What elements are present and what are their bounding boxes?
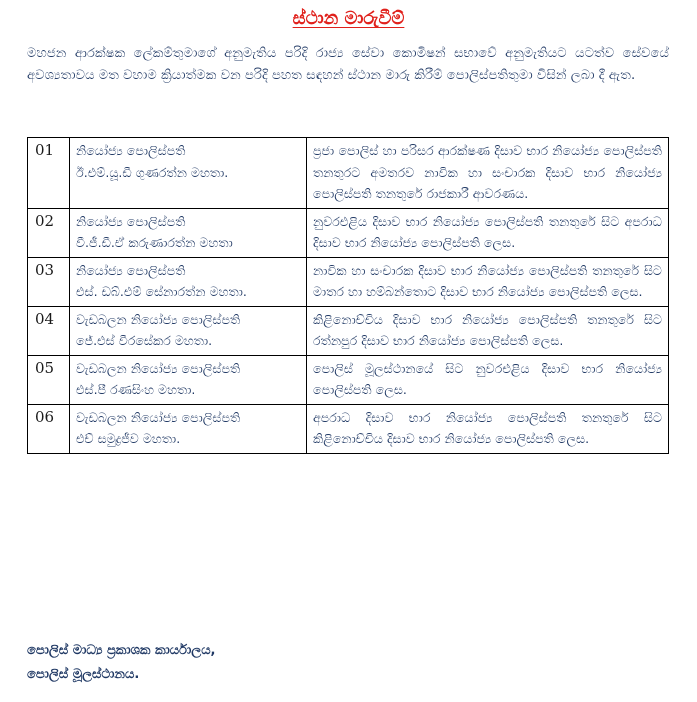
page-title: ස්ථාන මාරුවීම් bbox=[292, 8, 405, 29]
officer-cell bbox=[70, 138, 307, 209]
officer-rank: වැඩබලන නියෝජ්‍ය පොලිස්පති bbox=[76, 311, 241, 327]
table-row bbox=[28, 306, 669, 355]
table-row bbox=[28, 138, 669, 209]
officer-cell bbox=[70, 404, 307, 453]
row-number: 06 bbox=[28, 404, 70, 453]
duty-cell: නුවරඑළිය දිසාව භාර නියෝජ්‍ය පොලිස්පති තනතුරේ සිට අපරාධ දිසාව භාර නියෝජ්‍ය පොලිස්පති ලෙස. bbox=[307, 208, 669, 257]
row-number: 03 bbox=[28, 257, 70, 306]
officer-rank: නියෝජ්‍ය පොලිස්පති bbox=[76, 213, 186, 229]
officer-rank: නියෝජ්‍ය පොලිස්පති bbox=[76, 143, 186, 158]
officer-cell bbox=[70, 355, 307, 404]
officer-name: ජේ.එස් වීරසේකර මහතා. bbox=[76, 333, 213, 348]
duty-cell: නාවික හා සංචාරක දිසාව භාර නියෝජ්‍ය පොලිස්පති තනතුරේ සිට මාතර හා හම්බන්තොට දිසාව භාර නියෝජ්‍ය පොලිස්පති ලෙස. bbox=[307, 257, 669, 306]
officer-rank: නියෝජ්‍ය පොලිස්පති bbox=[76, 262, 186, 278]
row-number: 01 bbox=[28, 138, 70, 209]
officer-cell bbox=[70, 306, 307, 355]
officer-name: ඊ.එම්.යූ.ඩී ගුණරත්න මහතා. bbox=[76, 164, 229, 180]
officer-rank: වැඩබලන නියෝජ්‍ය පොලිස්පති bbox=[76, 360, 241, 376]
signature-block bbox=[27, 639, 216, 687]
row-number: 04 bbox=[28, 306, 70, 355]
duty-cell: අපරාධ දිසාව භාර නියෝජ්‍ය පොලිස්පති තනතුරේ සිට කිළිනොච්චිය දිසාව භාර නියෝජ්‍ය පොලිස්පති ලෙස. bbox=[307, 404, 669, 453]
officer-name: එස්. ඩබ්.එම් සේනාරත්න මහතා. bbox=[76, 284, 247, 299]
officer-name: වී.ජී.ඩී.ඒ කරුණාරත්න මහතා bbox=[76, 235, 233, 250]
officer-cell bbox=[70, 257, 307, 306]
table-row bbox=[28, 355, 669, 404]
intro-paragraph: මහජන ආරක්ෂක ලේකම්තුමාගේ අනුමැතිය පරිදි රාජ්‍ය සේවා කොමිෂන් සභාවේ අනුමැතියට යටත්ව සේවයේ අවශ්‍යතාවය මත වහාම ක්‍රියාත්මක වන පරිදි පහත සඳහන් ස්ථාන මාරු කිරීම් පොලිස්පතිතුමා විසින් ලබා දී ඇත. bbox=[27, 46, 669, 83]
officer-rank: වැඩබලන නියෝජ්‍ය පොලිස්පති bbox=[76, 409, 241, 425]
table-row bbox=[28, 257, 669, 306]
headquarters-name: පොලිස් මූලස්ථානය. bbox=[27, 667, 140, 682]
row-number: 05 bbox=[28, 355, 70, 404]
duty-cell: පොලිස් මූලස්ථානයේ සිට නුවරඑළිය දිසාව භාර නියෝජ්‍ය පොලිස්පති ලෙස. bbox=[307, 355, 669, 404]
transfers-table bbox=[27, 137, 669, 454]
duty-cell: ප්‍රජා පොලිස් හා පරිසර ආරක්ෂණ දිසාව භාර නියෝජ්‍ය පොලිස්පති තනතුරට අමතරව නාවික හා සංචාරක දිසාව භාර නියෝජ්‍ය පොලිස්පති තනතුරේ රාජකාරී ආවරණය. bbox=[307, 138, 669, 209]
office-name: පොලිස් මාධ්‍ය ප්‍රකාශක කාර්යාලය, bbox=[27, 643, 216, 658]
officer-name: එච් සමුද්‍රජීව මහතා. bbox=[76, 431, 181, 446]
officer-name: එස්.පී රණසිංහ මහතා. bbox=[76, 382, 196, 397]
duty-cell: කිළිනොච්චිය දිසාව භාර නියෝජ්‍ය පොලිස්පති තනතුරේ සිට රත්නපුර දිසාව භාර නියෝජ්‍ය පොලිස්පති ලෙස. bbox=[307, 306, 669, 355]
row-number: 02 bbox=[28, 208, 70, 257]
table-row bbox=[28, 404, 669, 453]
table-row bbox=[28, 208, 669, 257]
officer-cell bbox=[70, 208, 307, 257]
